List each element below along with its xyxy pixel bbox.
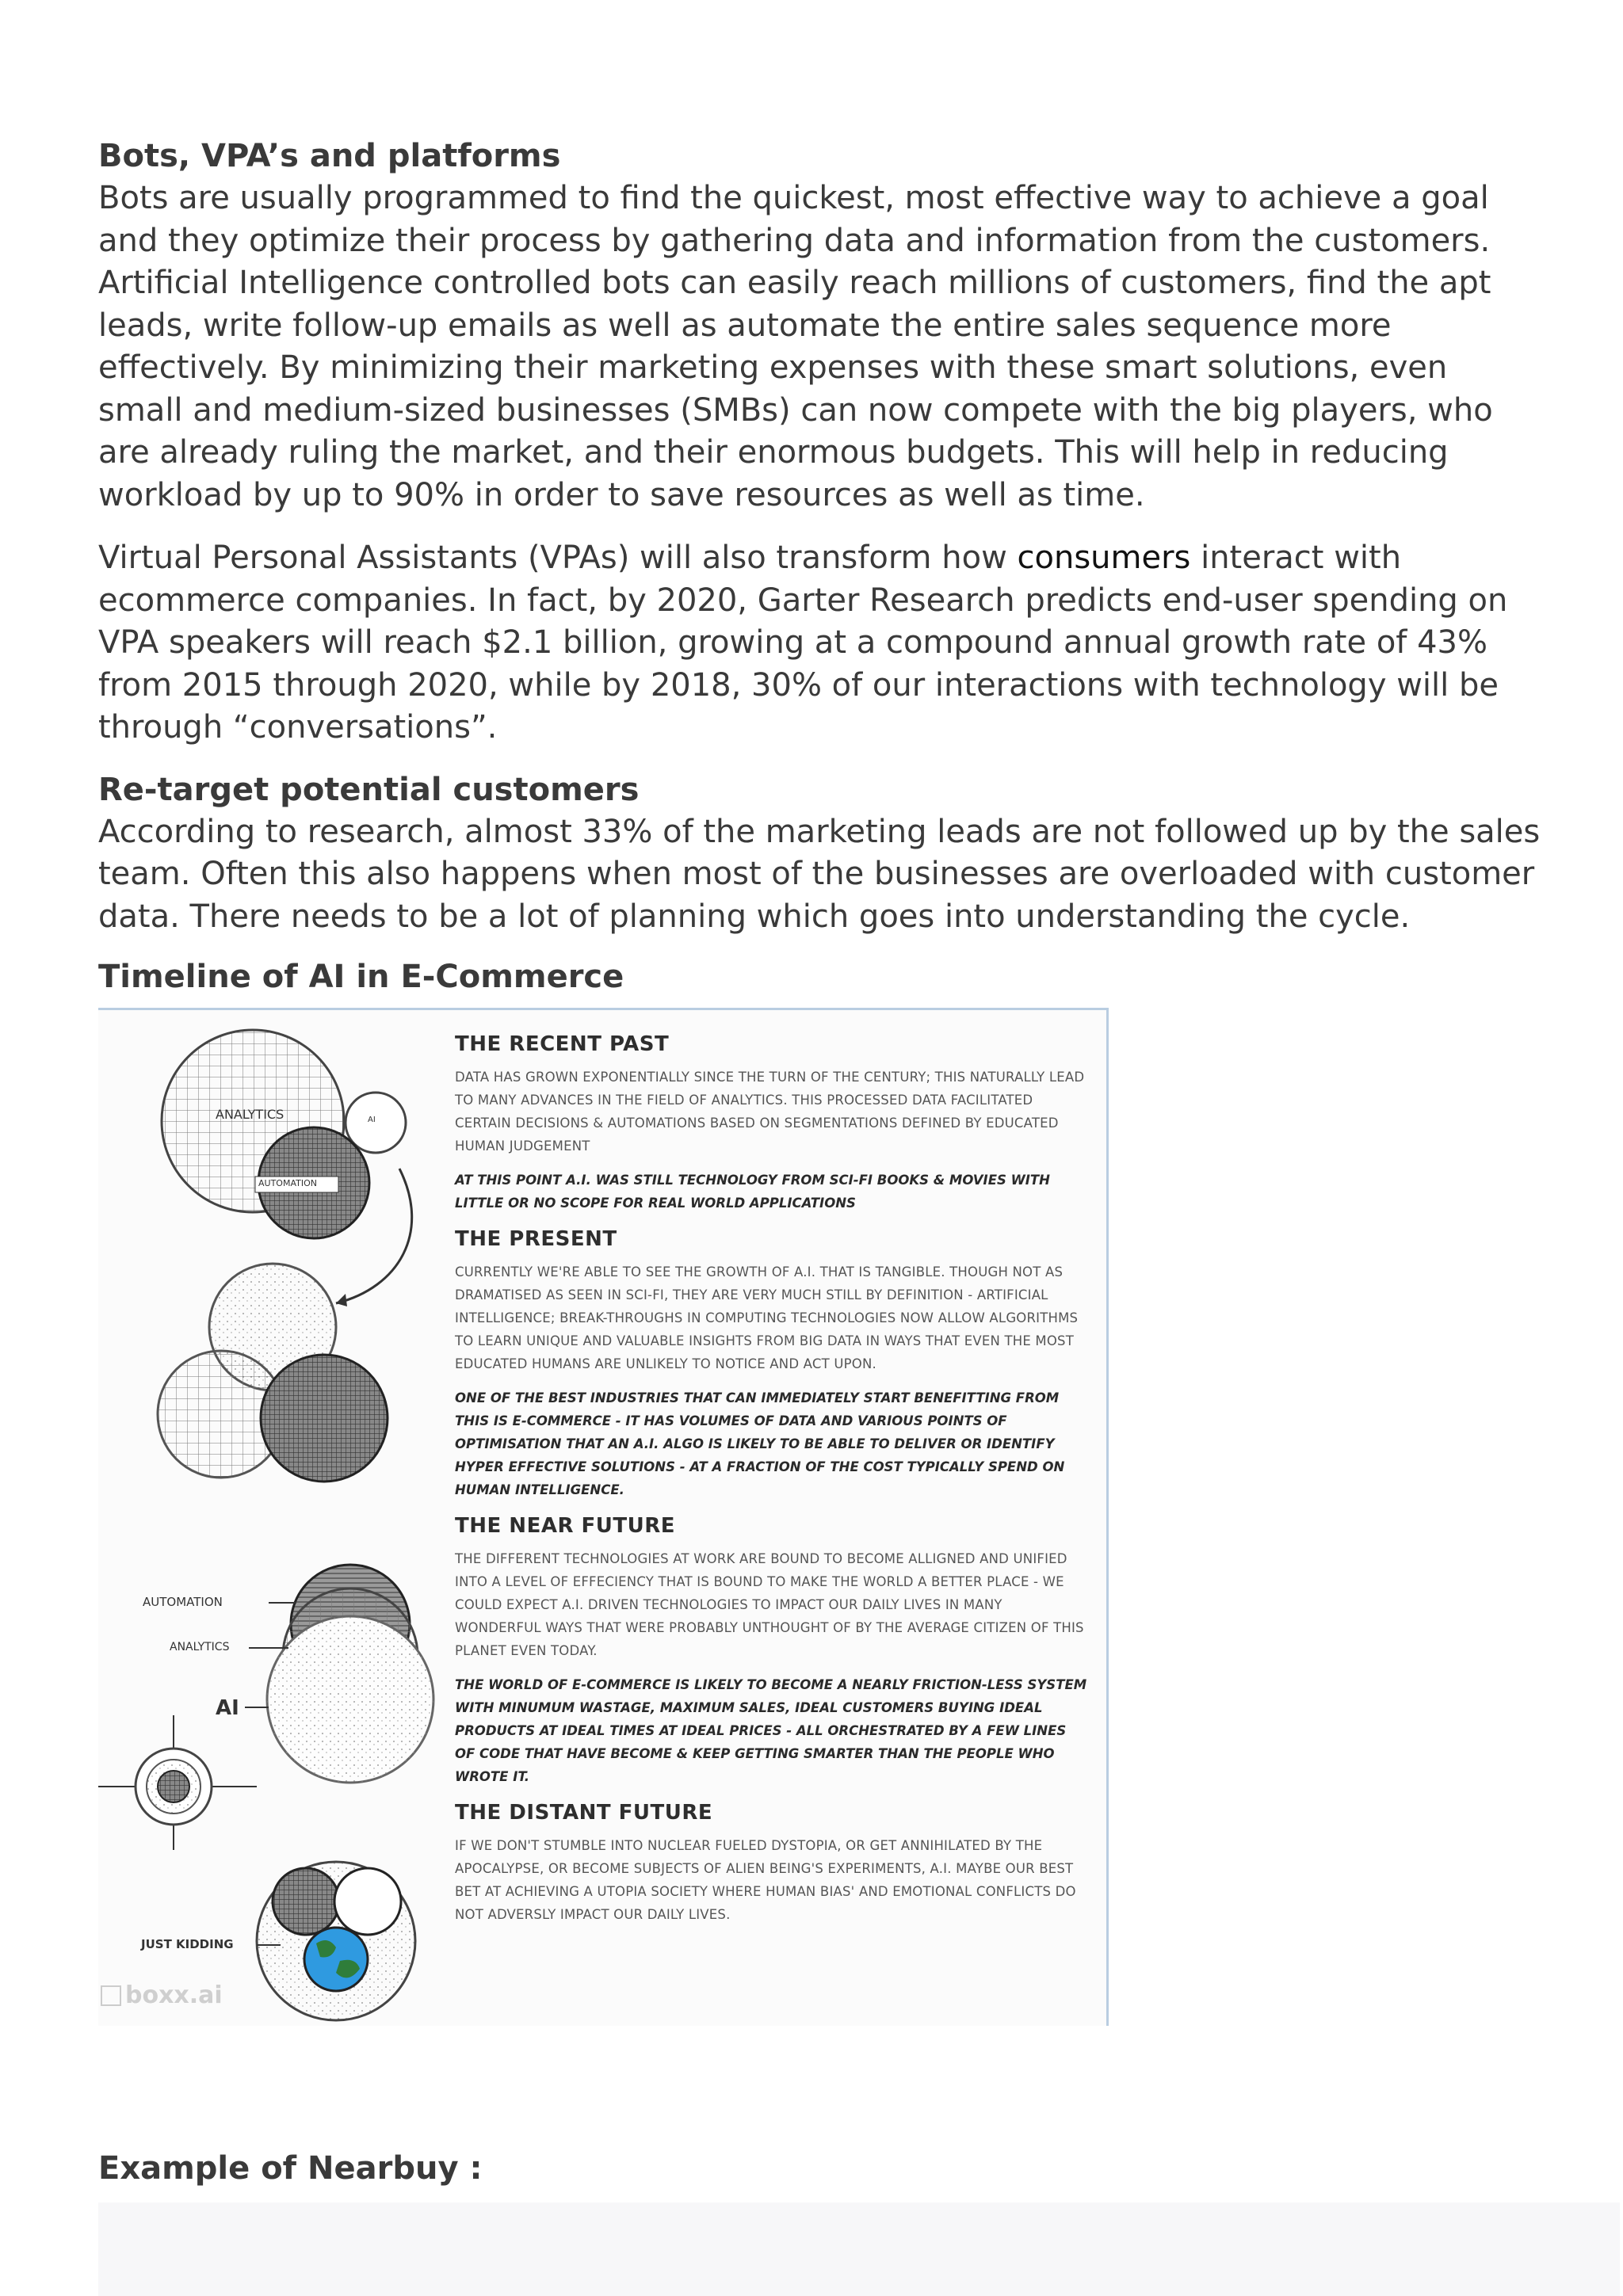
- recent-past-title: THE RECENT PAST: [455, 1032, 670, 1056]
- label-automation: AUTOMATION: [143, 1595, 223, 1609]
- label-ai: AI: [216, 1696, 239, 1720]
- distant-light-circle: [334, 1868, 401, 1935]
- nearbuy-image-placeholder: [98, 2203, 1620, 2296]
- near-future-body: THE DIFFERENT TECHNOLOGIES AT WORK ARE BOUND TO BECOME ALLIGNED AND UNIFIED INTO A LEVEL OF EFFECIENCY THAT IS BOUND TO MAKE THE WORLD A BETTER PLACE - WE COULD EXPECT A.I. DRIVEN TECHNOLOGIES TO IMPACT OUR DAILY LIVES IN MANY WONDERFUL WAYS THAT WERE PROBABLY UNTHOUGHT OF BY THE AVERAGE CITIZEN OF THIS PLANET EVEN TODAY.: [455, 1551, 1084, 1658]
- label-analytics: ANALYTICS: [216, 1107, 285, 1122]
- label-analytics-2: ANALYTICS: [170, 1641, 230, 1653]
- ai-timeline-infographic: [98, 1008, 1109, 2026]
- heading-bots-vpas: Bots, VPA’s and platforms: [98, 138, 561, 174]
- near-future-emphasis: THE WORLD OF E-COMMERCE IS LIKELY TO BECOME A NEARLY FRICTION-LESS SYSTEM WITH MINUMUM WASTAGE, MAXIMUM SALES, IDEAL CUSTOMERS BUYING IDEAL PRODUCTS AT IDEAL TIMES AT IDEAL PRICES - ALL ORCHESTRATED BY A FEW LINES OF CODE THAT HAVE BECOME & KEEP GETTING SMARTER THAN THE PEOPLE WHO WROTE IT.: [455, 1677, 1087, 1784]
- present-section: [455, 1227, 1089, 1501]
- distant-dark-circle: [273, 1868, 339, 1935]
- distant-future-section: [455, 1801, 1089, 1926]
- infographic-diagrams: [98, 1010, 447, 2026]
- target-icon: [98, 1715, 257, 1850]
- present-emphasis: ONE OF THE BEST INDUSTRIES THAT CAN IMMEDIATELY START BENEFITTING FROM THIS IS E-COMMERCE - IT HAS VOLUMES OF DATA AND VARIOUS POINTS OF OPTIMISATION THAT AN A.I. ALGO IS LIKELY TO BE ABLE TO DELIVER OR IDENTIFY HYPER EFFECTIVE SOLUTIONS - AT A FRACTION OF THE COST TYPICALLY SPEND ON HUMAN INTELLIGENCE.: [455, 1390, 1065, 1497]
- near-future-section: [455, 1514, 1089, 1788]
- paragraph-vpas-part1: Virtual Personal Assistants (VPAs) will also transform how: [98, 540, 1018, 576]
- label-automation-tag: AUTOMATION: [258, 1178, 317, 1188]
- automation-present-circle: [261, 1355, 388, 1482]
- earth-icon: [304, 1928, 368, 1991]
- paragraph-vpas-part2: interact with ecommerce companies. In fact, by 2020, Garter Research predicts end-user spending on VPA speakers will reach $2.1 billion, growing at a compound annual growth rate of 43% from 2015 through 2020, while by 2018, 30% of our interactions with technology will be through “conversations”.: [98, 540, 1508, 746]
- distant-future-title: THE DISTANT FUTURE: [455, 1801, 713, 1825]
- heading-retarget: Re-target potential customers: [98, 771, 640, 808]
- boxx-logo: boxx.ai: [125, 1981, 223, 2009]
- distant-future-body: IF WE DON'T STUMBLE INTO NUCLEAR FUELED DYSTOPIA, OR GET ANNIHILATED BY THE APOCALYPSE, OR BECOME SUBJECTS OF ALIEN BEING'S EXPERIMENTS, A.I. MAYBE OUR BEST BET AT ACHIEVING A UTOPIA SOCIETY WHERE HUMAN BIAS' AND EMOTIONAL CONFLICTS DO NOT ADVERSLY IMPACT OUR DAILY LIVES.: [455, 1838, 1076, 1922]
- logo-cube-icon: [101, 1986, 120, 2005]
- present-title: THE PRESENT: [455, 1227, 617, 1251]
- label-just-kidding: JUST KIDDING: [141, 1937, 234, 1951]
- recent-past-emphasis: AT THIS POINT A.I. WAS STILL TECHNOLOGY FROM SCI-FI BOOKS & MOVIES WITH LITTLE OR NO SCOPE FOR REAL WORLD APPLICATIONS: [455, 1173, 1050, 1211]
- recent-past-body: DATA HAS GROWN EXPONENTIALLY SINCE THE TURN OF THE CENTURY; THIS NATURALLY LEAD TO MANY ADVANCES IN THE FIELD OF ANALYTICS. THIS PROCESSED DATA FACILITATED CERTAIN DECISIONS & AUTOMATIONS BASED ON SEGMENTATIONS DEFINED BY EDUCATED HUMAN JUDGEMENT: [455, 1070, 1085, 1154]
- heading-timeline: Timeline of AI in E-Commerce: [98, 959, 624, 995]
- venn-diagrams: [98, 1010, 447, 2026]
- paragraph-retarget: According to research, almost 33% of the marketing leads are not followed up by the sales team. Often this also happens when most of the businesses are overloaded with customer data. There needs to be a lot of planning which goes into understanding the cycle.: [98, 813, 1541, 935]
- present-body: CURRENTLY WE'RE ABLE TO SEE THE GROWTH OF A.I. THAT IS TANGIBLE. THOUGH NOT AS DRAMATISED AS SEEN IN SCI-FI, THEY ARE VERY MUCH STILL BY DEFINITION - ARTIFICIAL INTELLIGENCE; BREAK-THROUGHS IN COMPUTING TECHNOLOGIES NOW ALLOW ALGORITHMS TO LEARN UNIQUE AND VALUABLE INSIGHTS FROM BIG DATA IN WAYS THAT EVEN THE MOST EDUCATED HUMANS ARE UNLIKELY TO NOTICE AND ACT UPON.: [455, 1264, 1079, 1371]
- consumers-link[interactable]: consumers: [1017, 540, 1191, 576]
- near-future-title: THE NEAR FUTURE: [455, 1514, 676, 1538]
- label-ai-small: AI: [368, 1116, 376, 1124]
- paragraph-vpas: [98, 537, 1541, 749]
- heading-nearbuy-example: Example of Nearbuy :: [98, 2150, 483, 2187]
- document-body: [98, 135, 1541, 998]
- infographic-text: [455, 1032, 1089, 1937]
- paragraph-bots: Bots are usually programmed to find the quickest, most effective way to achieve a goal and they optimize their process by gathering data and information from the customers. Artificial Intelligence controlled bots can easily reach millions of customers, find the apt leads, write follow-up emails as well as automate the entire sales sequence more effectively. By minimizing their marketing expenses with these smart solutions, even small and medium-sized businesses (SMBs) can now compete with the big players, who are already ruling the market, and their enormous budgets. This will help in reducing workload by up to 90% in order to save resources as well as time.: [98, 180, 1493, 513]
- recent-past-section: [455, 1032, 1089, 1215]
